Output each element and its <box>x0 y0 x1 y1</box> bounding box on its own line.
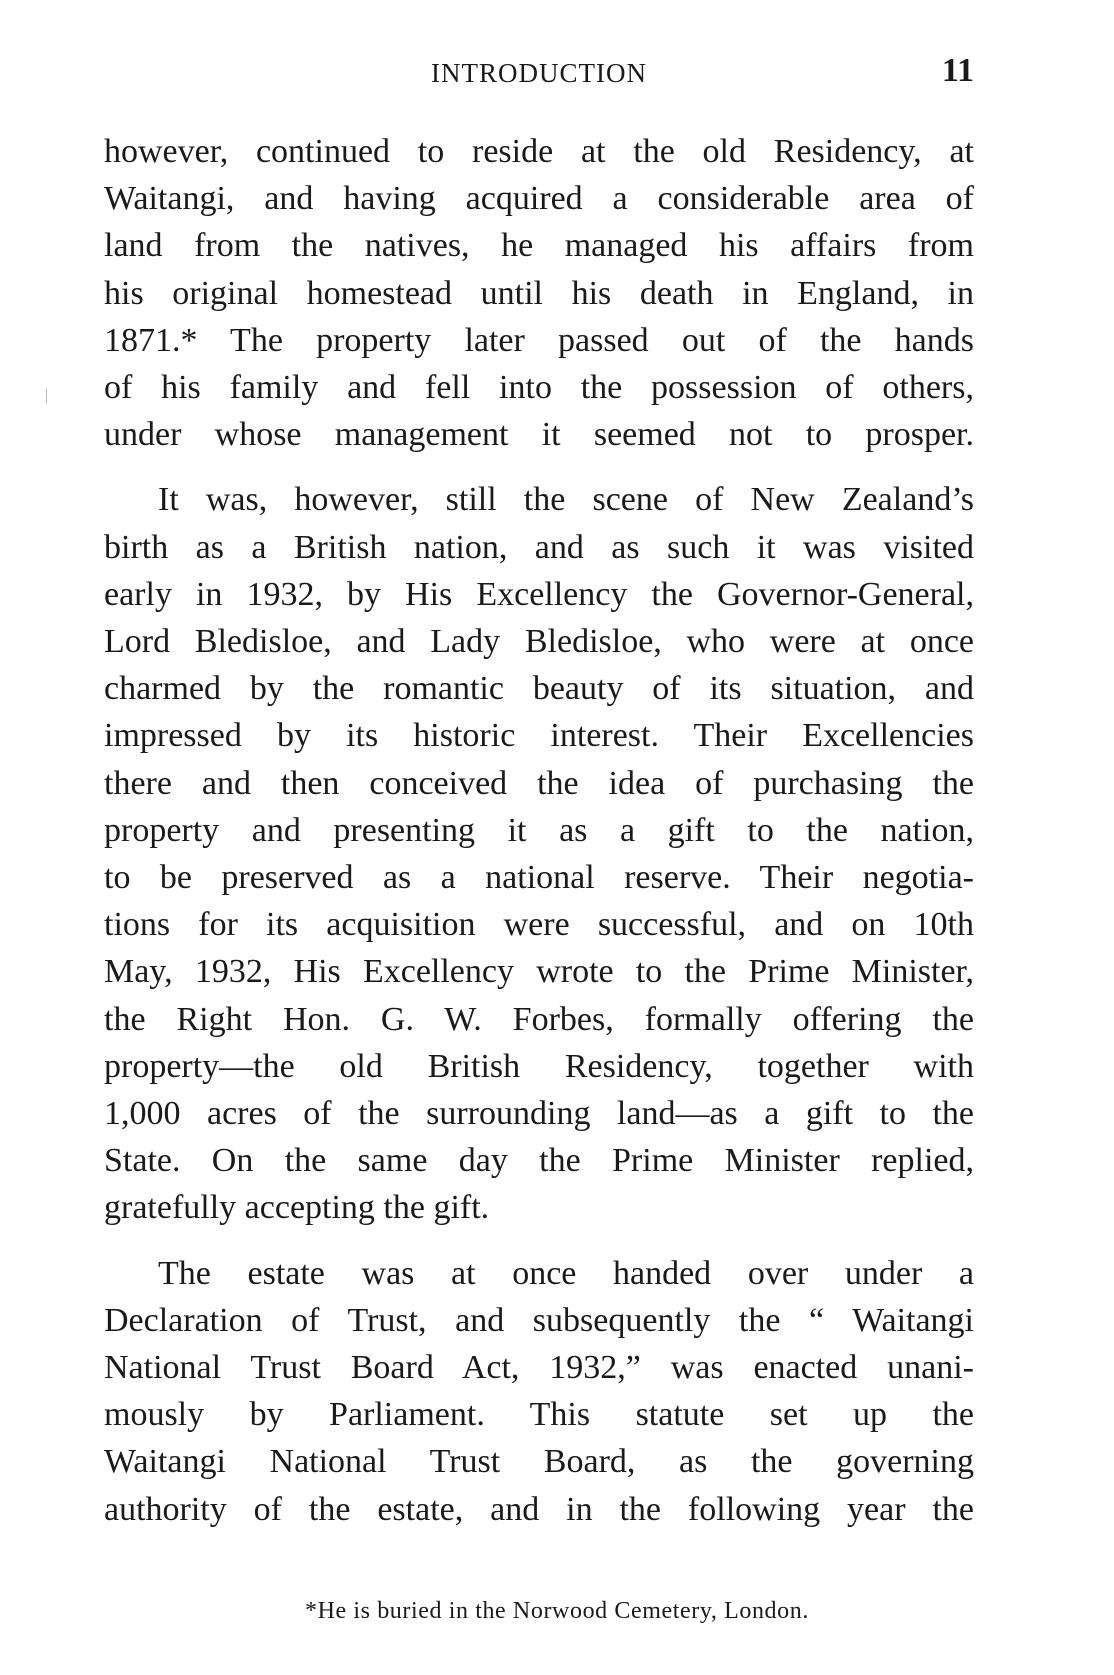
text-line: State. On the same day the Prime Minister replied, <box>104 1142 974 1180</box>
paragraph-1 <box>104 128 974 458</box>
text-line: Waitangi National Trust Board, as the governing <box>104 1443 974 1481</box>
footnote: *He is buried in the Norwood Cemetery, London. <box>305 1598 809 1624</box>
paragraph-3 <box>104 1250 974 1533</box>
text-line: gratefully accepting the gift. <box>104 1189 490 1227</box>
text-line: early in 1932, by His Excellency the Governor-General, <box>104 575 974 613</box>
text-line: there and then conceived the idea of purchasing the <box>104 764 974 802</box>
body-text <box>104 128 974 1533</box>
text-line: It was, however, still the scene of New Zealand’s <box>158 481 974 519</box>
text-line: mously by Parliament. This statute set up the <box>104 1396 974 1434</box>
text-line: property—the old British Residency, together with <box>104 1047 974 1085</box>
text-line: property and presenting it as a gift to the nation, <box>104 811 974 849</box>
running-head <box>104 52 974 102</box>
text-line: land from the natives, he managed his affairs from <box>104 227 974 265</box>
text-line: under whose management it seemed not to prosper. <box>104 416 974 454</box>
text-line: authority of the estate, and in the following year the <box>104 1490 974 1528</box>
margin-mark <box>46 388 47 404</box>
paragraph-2 <box>104 476 974 1231</box>
text-line: the Right Hon. G. W. Forbes, formally offering the <box>104 1000 974 1038</box>
text-line: 1,000 acres of the surrounding land—as a gift to the <box>104 1095 974 1133</box>
text-line: National Trust Board Act, 1932,” was enacted unani- <box>104 1349 974 1387</box>
text-line: to be preserved as a national reserve. Their negotia- <box>104 859 974 897</box>
running-title: INTRODUCTION <box>431 58 647 88</box>
text-line: his original homestead until his death in England, in <box>104 274 974 312</box>
text-line: of his family and fell into the possession of others, <box>104 369 974 407</box>
text-line: however, continued to reside at the old Residency, at <box>104 133 974 170</box>
text-line: Declaration of Trust, and subsequently the “ Waitangi <box>104 1301 974 1339</box>
text-line: The estate was at once handed over under a <box>158 1254 974 1292</box>
text-line: Lord Bledisloe, and Lady Bledisloe, who were at once <box>104 623 974 661</box>
text-line: May, 1932, His Excellency wrote to the Prime Minister, <box>104 953 974 991</box>
text-line: 1871.* The property later passed out of the hands <box>104 321 974 359</box>
text-line: Waitangi, and having acquired a considerable area of <box>104 180 974 218</box>
text-line: birth as a British nation, and as such it was visited <box>104 528 974 566</box>
page-number: 11 <box>941 52 974 89</box>
text-line: impressed by its historic interest. Their Excellencies <box>104 717 974 755</box>
text-line: tions for its acquisition were successful, and on 10th <box>104 906 974 944</box>
text-line: charmed by the romantic beauty of its situation, and <box>104 670 974 708</box>
